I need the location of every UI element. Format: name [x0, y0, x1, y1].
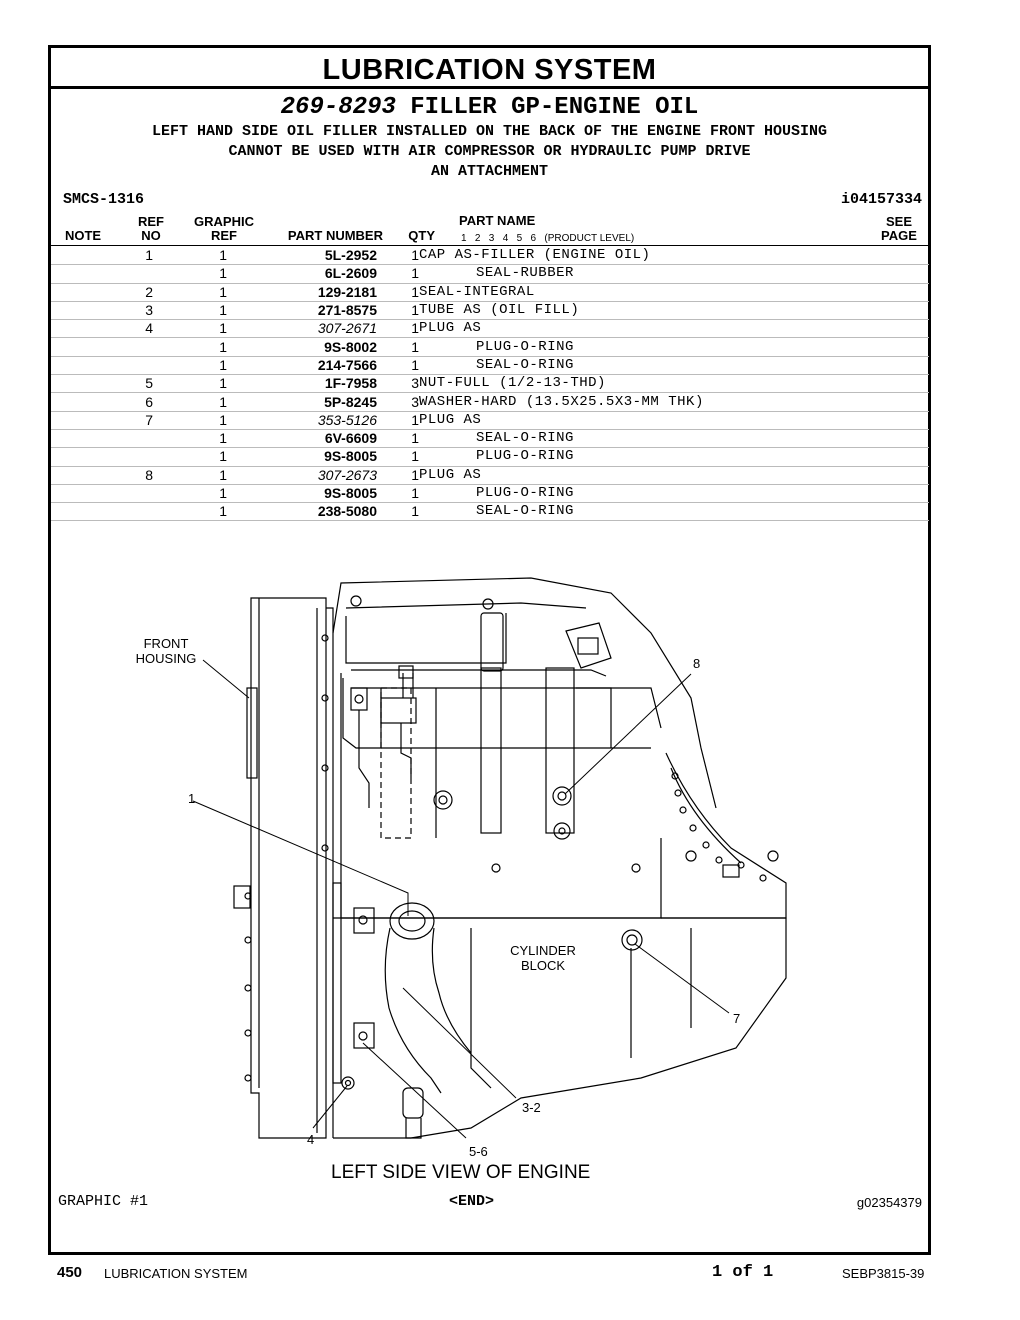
part-name-cell: SEAL-O-RING — [419, 429, 929, 447]
qty-cell: 1 — [377, 356, 419, 374]
col-ref-top: REF — [138, 214, 164, 229]
col-graphic-top: GRAPHIC — [194, 214, 254, 229]
graphic-ref-cell: 1 — [153, 429, 227, 447]
part-number-cell: 238-5080 — [227, 503, 377, 521]
part-number-cell: 271-8575 — [227, 301, 377, 319]
illustration-caption: LEFT SIDE VIEW OF ENGINE — [331, 1162, 591, 1183]
part-number-cell: 5L-2952 — [227, 247, 377, 265]
part-name-cell: SEAL-O-RING — [419, 503, 929, 521]
label-housing: HOUSING — [135, 651, 197, 666]
part-number-cell: 9S-8005 — [227, 448, 377, 466]
subtitle-line-2: CANNOT BE USED WITH AIR COMPRESSOR OR HYDRAULIC PUMP DRIVE — [228, 143, 751, 160]
end-marker: <END> — [449, 1193, 495, 1210]
part-name-cell: PLUG AS — [419, 411, 929, 429]
qty-cell: 1 — [377, 466, 419, 484]
part-name-cell: SEAL-INTEGRAL — [419, 283, 929, 301]
part-name-cell: PLUG-O-RING — [419, 448, 929, 466]
part-name-cell: SEAL-RUBBER — [419, 265, 929, 283]
col-graphic-bottom: REF — [211, 228, 237, 243]
part-name-cell: TUBE AS (OIL FILL) — [419, 301, 929, 319]
page-number: 450 — [57, 1264, 83, 1281]
graphic-ref-cell: 1 — [153, 411, 227, 429]
subtitle-line-1: LEFT HAND SIDE OIL FILLER INSTALLED ON THE BACK OF THE ENGINE FRONT HOUSING — [151, 123, 828, 140]
qty-cell: 1 — [377, 411, 419, 429]
label-cylinder-block — [503, 943, 583, 973]
part-number-cell: 6V-6609 — [227, 429, 377, 447]
document-identifier: i04157334 — [840, 191, 922, 208]
label-block: BLOCK — [520, 958, 566, 973]
part-number-cell: 129-2181 — [227, 283, 377, 301]
part-name-cell: PLUG-O-RING — [419, 338, 929, 356]
graphic-ref-cell: 1 — [153, 283, 227, 301]
footer-section: LUBRICATION SYSTEM — [104, 1266, 248, 1281]
graphic-ref-cell: 1 — [153, 320, 227, 338]
part-number-cell: 1F-7958 — [227, 375, 377, 393]
qty-cell: 1 — [377, 503, 419, 521]
ref-no-cell: 2 — [51, 283, 153, 301]
qty-cell: 1 — [377, 301, 419, 319]
graphic-ref-cell: 1 — [153, 356, 227, 374]
col-ref-bottom: NO — [141, 228, 161, 243]
ref-no-cell: 5 — [51, 375, 153, 393]
part-number-cell: 353-5126 — [227, 411, 377, 429]
col-qty: QTY — [408, 228, 435, 243]
qty-cell: 1 — [377, 265, 419, 283]
col-note: NOTE — [64, 228, 102, 243]
col-see-bottom: PAGE — [881, 228, 917, 243]
qty-cell: 1 — [377, 429, 419, 447]
ref-no-cell: 1 — [51, 247, 153, 265]
smcs-code: SMCS-1316 — [63, 191, 145, 208]
graphic-ref-cell: 1 — [153, 393, 227, 411]
document-id: SEBP3815-39 — [842, 1266, 925, 1281]
graphic-id: g02354379 — [856, 1195, 922, 1210]
graphic-ref-cell: 1 — [153, 503, 227, 521]
col-part-name: PART NAME — [459, 213, 536, 228]
ref-no-cell: 6 — [51, 393, 153, 411]
ref-no-cell: 4 — [51, 320, 153, 338]
graphic-ref-cell: 1 — [153, 301, 227, 319]
part-name-cell: PLUG AS — [419, 320, 929, 338]
callout-3-2: 3-2 — [522, 1100, 541, 1115]
part-name-cell: PLUG AS — [419, 466, 929, 484]
ref-no-cell: 7 — [51, 411, 153, 429]
part-name-cell: CAP AS-FILLER (ENGINE OIL) — [419, 247, 929, 265]
graphic-ref-cell: 1 — [153, 484, 227, 502]
callout-4: 4 — [307, 1132, 315, 1147]
group-part-name: FILLER GP-ENGINE OIL — [410, 94, 699, 121]
label-front: FRONT — [143, 636, 189, 651]
part-name-cell: NUT-FULL (1/2-13-THD) — [419, 375, 929, 393]
qty-cell: 3 — [377, 393, 419, 411]
qty-cell: 1 — [377, 283, 419, 301]
callout-1: 1 — [188, 791, 196, 806]
subtitle-line-3: AN ATTACHMENT — [430, 163, 549, 180]
part-name-cell: SEAL-O-RING — [419, 356, 929, 374]
graphic-number: GRAPHIC #1 — [58, 1193, 149, 1210]
group-part-number: 269-8293 — [280, 94, 396, 121]
qty-cell: 1 — [377, 320, 419, 338]
part-name-cell: WASHER-HARD (13.5X25.5X3-MM THK) — [419, 393, 929, 411]
graphic-ref-cell: 1 — [153, 448, 227, 466]
graphic-ref-cell: 1 — [153, 247, 227, 265]
qty-cell: 3 — [377, 375, 419, 393]
label-front-housing — [131, 636, 201, 666]
part-number-cell: 5P-8245 — [227, 393, 377, 411]
ref-no-cell: 3 — [51, 301, 153, 319]
part-number-cell: 307-2673 — [227, 466, 377, 484]
graphic-ref-cell: 1 — [153, 338, 227, 356]
page-frame — [48, 45, 931, 1255]
qty-cell: 1 — [377, 247, 419, 265]
section-title: LUBRICATION SYSTEM — [51, 50, 928, 89]
callout-7: 7 — [733, 1011, 741, 1026]
col-part-number: PART NUMBER — [287, 228, 383, 243]
graphic-ref-cell: 1 — [153, 375, 227, 393]
part-number-cell: 9S-8005 — [227, 484, 377, 502]
ref-no-cell: 8 — [51, 466, 153, 484]
qty-cell: 1 — [377, 484, 419, 502]
part-number-cell: 307-2671 — [227, 320, 377, 338]
label-cylinder: CYLINDER — [510, 943, 576, 958]
qty-cell: 1 — [377, 338, 419, 356]
col-see-top: SEE — [885, 214, 912, 229]
graphic-ref-cell: 1 — [153, 265, 227, 283]
part-number-cell: 9S-8002 — [227, 338, 377, 356]
engine-illustration — [51, 48, 929, 1188]
product-levels: 1 2 3 4 5 6 (PRODUCT LEVEL) — [461, 233, 635, 244]
part-name-cell: PLUG-O-RING — [419, 484, 929, 502]
part-number-cell: 6L-2609 — [227, 265, 377, 283]
callout-8: 8 — [693, 656, 701, 671]
page-of: 1 of 1 — [712, 1263, 774, 1282]
qty-cell: 1 — [377, 448, 419, 466]
part-number-cell: 214-7566 — [227, 356, 377, 374]
callout-5-6: 5-6 — [469, 1144, 488, 1159]
graphic-ref-cell: 1 — [153, 466, 227, 484]
